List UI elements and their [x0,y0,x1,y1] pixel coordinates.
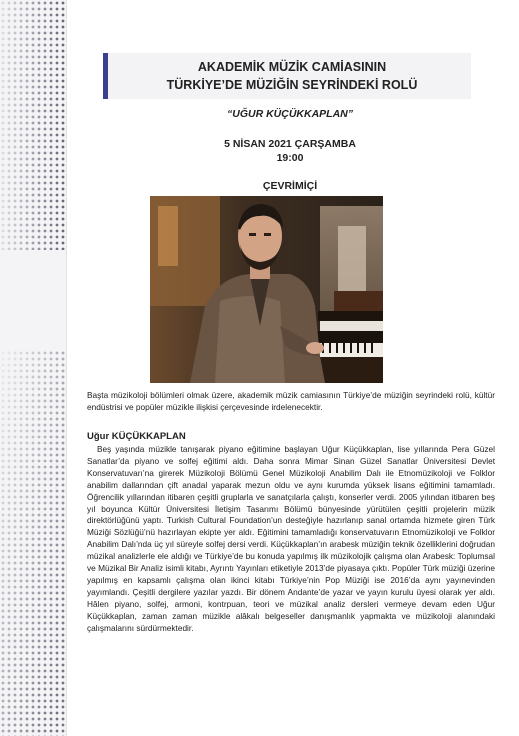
speaker-name: “UĞUR KÜÇÜKKAPLAN” [227,108,353,120]
bio-heading: Uğur KÜÇÜKKAPLAN [87,431,186,442]
title-line-1: AKADEMİK MÜZİK CAMİASININ [197,60,387,74]
event-date: 5 NİSAN 2021 ÇARŞAMBA [224,138,356,150]
left-sidebar [0,0,67,736]
event-description: Başta müzikoloji bölümleri olmak üzere, akademik müzik camiasının Türkiye’de müziğin seyrindeki rolü, kültür endüstrisi ve popüler müzikle ilişkisi çerçevesinde irdelenecektir. [87,390,495,412]
page-title [108,58,476,94]
bio-text: Beş yaşında müzikle tanışarak piyano eğitimine başlayan Uğur Küçükkaplan, lise yıllarında Pera Güzel Sanatlar’da piyano ve solfej eğitimi aldı. Daha sonra Mimar Sinan Güzel Sanatlar Üniversitesi Devlet Konservatuvarı’na girerek Müzikoloji Bölümü Genel Müzikoloji Anabilim Dalı ile Etnomüzikoloji ve Folklor anabilim dallarından çift anadal yaparak mezun oldu ve aynı kurumda yüksek lisans eğitimini tamamladı. Öğrencilik yıllarından itibaren çeşitli gruplarla ve sanatçılarla çalıştı, konserler verdi. 2005 yılından itibaren beş yıl boyunca Kültür Üniversitesi İletişim Tasarımı Bölümü bünyesinde yürütülen çeşitli projelerin müzik direktörlüğünü yaptı. Turkish Cultural Foundation’un desteğiyle hazırlanıp sanal ortamda hizmete giren Türk Müziği Sözlüğü’nü hazırlayan ekipte yer aldı. Eğitimini tamamladığı konservatuvarın Etnomüzikoloji ve Folklor Anabilim Dalı’nda üç yıl süreyle solfej dersi verdi. Küçükkaplan’ın arabesk müziğin teknik özelliklerini doğrudan müzikal analizlerle ele aldığı ve Türkiye’de bu konuda yapılmış ilk müzikolojik çalışma olan Arabesk: Toplumsal ve Müzikal Bir Analiz isimli kitabı, Ayrıntı Yayınları etiketiyle 2013’de piyasaya çıktı. Popüler Türk müziği üzerine yapılmış en kapsamlı çalışma olan ikinci kitabı Türkiye’nin Pop Müziği ise 2016’da aynı yayınevinden yayımlandı. Çeşitli dergilere yazılar yazdı. Bir dönem Andante’de yazar ve yayın kurulu üyesi olarak yer aldı. Hâlen piyano, solfej, armoni, kontrpuan, teori ve müzikal analiz dersleri vermeye devam eden Uğur Küçükkaplan, zaman zaman müzikle alâkalı belgeseller danışmanlık yapmakta ve müzikoloji alanındaki çalışmalarını sürdürmektedir. [87,444,495,633]
speaker-photo-illustration [150,196,383,383]
decorative-dot-pattern-bottom [0,350,66,736]
event-time: 19:00 [276,152,304,164]
event-datetime [90,137,490,165]
speaker-photo [150,196,383,383]
title-line-2: TÜRKİYE’DE MÜZİĞİN SEYRİNDEKİ ROLÜ [166,78,418,92]
event-format: ÇEVRİMİÇİ [262,180,318,192]
decorative-dot-pattern-top [0,0,66,250]
